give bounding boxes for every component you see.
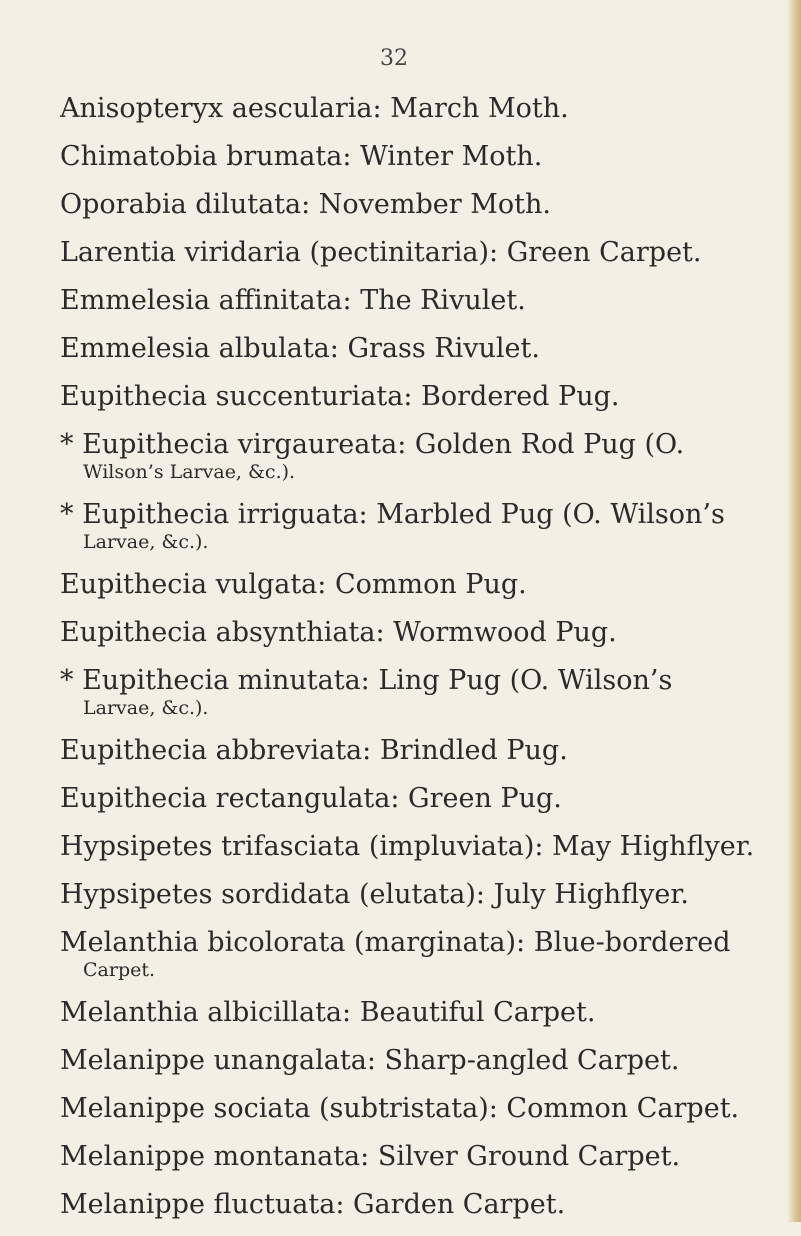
list-item xyxy=(60,92,760,126)
list-item xyxy=(60,568,760,602)
entry-text: Melanippe fluctuata: Garden Carpet. xyxy=(60,1189,566,1220)
entry-text: Hypsipetes trifasciata (impluviata): May Highflyer. xyxy=(60,831,755,862)
list-item xyxy=(60,1188,760,1222)
entry-text: Eupithecia abbreviata: Brindled Pug. xyxy=(60,735,568,766)
entry-text: Melanippe sociata (subtristata): Common Carpet. xyxy=(60,1093,740,1124)
list-item xyxy=(60,1092,760,1126)
list-item xyxy=(60,428,760,484)
list-item xyxy=(60,926,760,982)
page-number: 32 xyxy=(380,46,408,71)
entry-text: Melanippe unangalata: Sharp-angled Carpet. xyxy=(60,1045,680,1076)
list-item xyxy=(60,498,760,554)
list-item xyxy=(60,284,760,318)
list-item xyxy=(60,878,760,912)
entry-continuation: Larvae, &c.). xyxy=(83,531,209,553)
entry-text: Larentia viridaria (pectinitaria): Green Carpet. xyxy=(60,237,702,268)
list-item xyxy=(60,996,760,1030)
list-item xyxy=(60,830,760,864)
entry-text: * Eupithecia minutata: Ling Pug (O. Wilson’s xyxy=(60,665,673,696)
entry-text: Melanthia albicillata: Beautiful Carpet. xyxy=(60,997,596,1028)
entry-text: * Eupithecia virgaureata: Golden Rod Pug (O. xyxy=(60,429,685,460)
list-item xyxy=(60,1044,760,1078)
list-item xyxy=(60,734,760,768)
entry-continuation: Carpet. xyxy=(83,959,156,981)
list-item xyxy=(60,236,760,270)
list-item xyxy=(60,664,760,720)
entry-text: Anisopteryx aescularia: March Moth. xyxy=(60,93,569,124)
species-list xyxy=(60,92,760,1236)
entry-text: Eupithecia absynthiata: Wormwood Pug. xyxy=(60,617,617,648)
list-item xyxy=(60,140,760,174)
entry-text: Oporabia dilutata: November Moth. xyxy=(60,189,551,220)
entry-continuation: Larvae, &c.). xyxy=(83,697,209,719)
entry-text: Hypsipetes sordidata (elutata): July Highflyer. xyxy=(60,879,689,910)
entry-continuation: Wilson’s Larvae, &c.). xyxy=(83,461,296,483)
list-item xyxy=(60,782,760,816)
entry-text: Emmelesia albulata: Grass Rivulet. xyxy=(60,333,540,364)
list-item xyxy=(60,332,760,366)
entry-text: Eupithecia vulgata: Common Pug. xyxy=(60,569,527,600)
entry-text: Melanthia bicolorata (marginata): Blue-bordered xyxy=(60,927,731,958)
entry-text: Melanippe montanata: Silver Ground Carpet. xyxy=(60,1141,681,1172)
list-item xyxy=(60,616,760,650)
list-item xyxy=(60,1140,760,1174)
entry-text: Eupithecia rectangulata: Green Pug. xyxy=(60,783,562,814)
entry-text: Chimatobia brumata: Winter Moth. xyxy=(60,141,543,172)
entry-text: Emmelesia affinitata: The Rivulet. xyxy=(60,285,526,316)
page-edge xyxy=(787,0,801,1222)
entry-text: Eupithecia succenturiata: Bordered Pug. xyxy=(60,381,620,412)
list-item xyxy=(60,380,760,414)
list-item xyxy=(60,188,760,222)
entry-text: * Eupithecia irriguata: Marbled Pug (O. Wilson’s xyxy=(60,499,725,530)
